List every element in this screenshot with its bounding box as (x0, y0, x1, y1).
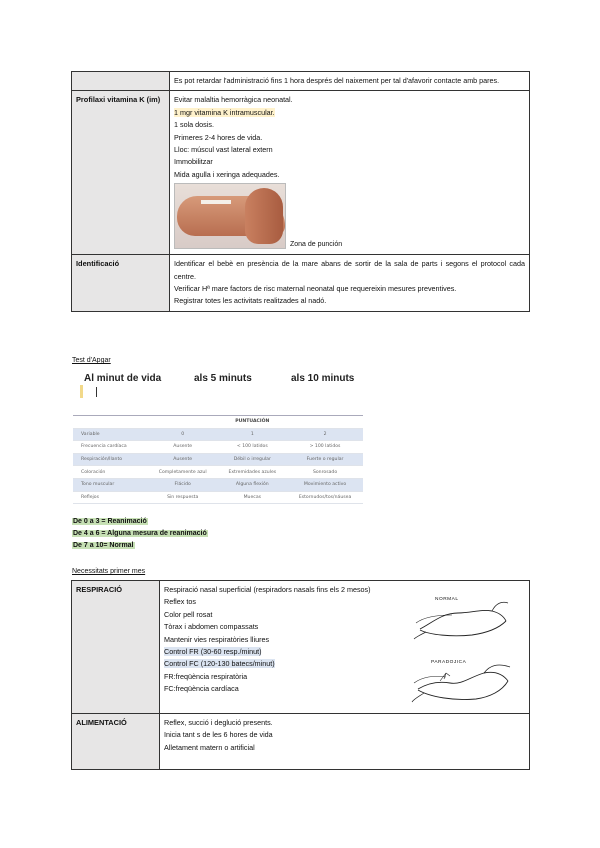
column-header: Variable (73, 428, 148, 441)
score-range-alguna-mesura: De 4 a 6 = Alguna mesura de reanimació (73, 530, 207, 537)
cell-line: Primeres 2-4 hores de vida. (174, 132, 263, 142)
highlighted-line: Control FR (30-60 resp./minut) (164, 647, 262, 657)
table-cell: Completamente azul (148, 466, 218, 479)
row-label-alimentacio: ALIMENTACIÓ (72, 714, 160, 770)
table-cell: Sonrosado (287, 466, 363, 479)
table-cell: Frecuencia cardíaca (73, 441, 148, 454)
table-cell: Extremidades azules (218, 466, 288, 479)
cell-line: Inicia tant s de les 6 hores de vida (164, 730, 273, 740)
cell-text: Es pot retardar l'administració fins 1 hora després del naixement per tal d'afavorir contacte amb pares. (174, 76, 500, 85)
yellow-marker (80, 385, 83, 398)
normal-breathing-diagram (412, 599, 512, 643)
apgar-section-title: Test d'Apgar (72, 357, 111, 364)
table-row (73, 453, 363, 466)
cell-line: Respiració nasal superficial (respiradors nasals fins els 2 mesos) (164, 585, 371, 594)
table-cell: Alguna flexión (218, 478, 288, 491)
table-row (73, 428, 363, 441)
table-cell: Muecas (218, 491, 288, 504)
apgar-score-table (73, 415, 363, 504)
table-row (72, 714, 530, 770)
table-row (73, 491, 363, 504)
table-cell (170, 72, 530, 91)
cell-line: Color pell rosat (164, 609, 213, 619)
top-table (71, 71, 530, 312)
table-row (73, 441, 363, 454)
column-header: 0 (148, 428, 218, 441)
text-cursor (96, 387, 97, 397)
table-cell: > 100 latidos (287, 441, 363, 454)
apgar-time-1: Al minut de vida (84, 373, 162, 384)
table-header: PUNTUACIÓN (218, 416, 288, 429)
cell-line: FR:freqüència respiratòria (164, 671, 248, 681)
table-row (72, 91, 530, 255)
diagram-label-paradoxical: PARADOJICA (431, 660, 467, 665)
cell-line: Reflex tos (164, 597, 196, 607)
cell-line: Lloc: múscul vast lateral extern (174, 145, 273, 155)
needs-section-title: Necessitats primer mes (72, 568, 146, 575)
highlighted-line: 1 mgr vitamina K intramuscular. (174, 107, 275, 117)
paradoxical-breathing-diagram (410, 661, 514, 705)
table-cell: Sin respuesta (148, 491, 218, 504)
table-row (72, 581, 530, 714)
cell-line: Registrar totes les activitats realitzades al nadó. (174, 296, 327, 306)
table-cell: Movimiento activo (287, 478, 363, 491)
cell-line: FC:freqüència cardíaca (164, 684, 239, 694)
photo-caption: Zona de punción (290, 241, 343, 249)
table-cell: Tono muscular (73, 478, 148, 491)
row-label-identificacio: Identificació (72, 255, 170, 312)
table-cell: Ausente (148, 441, 218, 454)
cell-line: Mida agulla i xeringa adequades. (174, 169, 280, 179)
empty-label-cell (72, 72, 170, 91)
row-label-vitamin-k: Profilaxi vitamina K (im) (72, 91, 170, 255)
table-cell (170, 255, 530, 312)
table-row (73, 478, 363, 491)
cell-line: Immobilitzar (174, 157, 213, 167)
table-cell: Débil o irregular (218, 453, 288, 466)
table-cell: Coloración (73, 466, 148, 479)
injection-site-figure (174, 183, 525, 251)
injection-site-photo (174, 183, 286, 249)
score-range-normal: De 7 a 10= Normal (73, 542, 134, 549)
apgar-time-10: als 10 minuts (291, 373, 355, 384)
column-header: 1 (218, 428, 288, 441)
cell-line: 1 sola dosis. (174, 120, 214, 130)
table-cell (160, 714, 530, 770)
cell-line: Evitar malaltia hemorràgica neonatal. (174, 95, 293, 105)
score-range-reanimacio: De 0 a 3 = Reanimació (73, 518, 147, 525)
cell-line: Identificar el bebè en presència de la mare abans de sortir de la sala de parts i segons el protocol cada centre. (174, 259, 525, 281)
cell-line: Reflex, succió i deglució presents. (164, 718, 273, 727)
table-cell: Fuerte o regular (287, 453, 363, 466)
table-cell: Estornudos/tos/náusea (287, 491, 363, 504)
table-row (72, 72, 530, 91)
table-cell: < 100 latidos (218, 441, 288, 454)
column-header: 2 (287, 428, 363, 441)
table-cell: Flácido (148, 478, 218, 491)
needs-table (71, 580, 530, 770)
table-cell (160, 581, 530, 714)
row-label-respiracio: RESPIRACIÓ (72, 581, 160, 714)
table-row (73, 416, 363, 429)
table-cell (170, 91, 530, 255)
cell-line: Verificar Hª mare factors de risc maternal neonatal que requereixin mesures preventives. (174, 284, 457, 294)
table-cell: Respiración/llanto (73, 453, 148, 466)
diagram-label-normal: NORMAL (435, 597, 459, 602)
table-row (72, 255, 530, 312)
highlighted-line: Control FC (120-130 batecs/minut) (164, 659, 275, 669)
apgar-time-5: als 5 minuts (194, 373, 252, 384)
cell-line: Alletament matern o artificial (164, 742, 255, 752)
cell-line: Mantenir vies respiratòries lliures (164, 634, 270, 644)
table-row (73, 466, 363, 479)
table-cell: Ausente (148, 453, 218, 466)
cell-line: Tòrax i abdomen compassats (164, 622, 259, 632)
table-cell: Reflejos (73, 491, 148, 504)
